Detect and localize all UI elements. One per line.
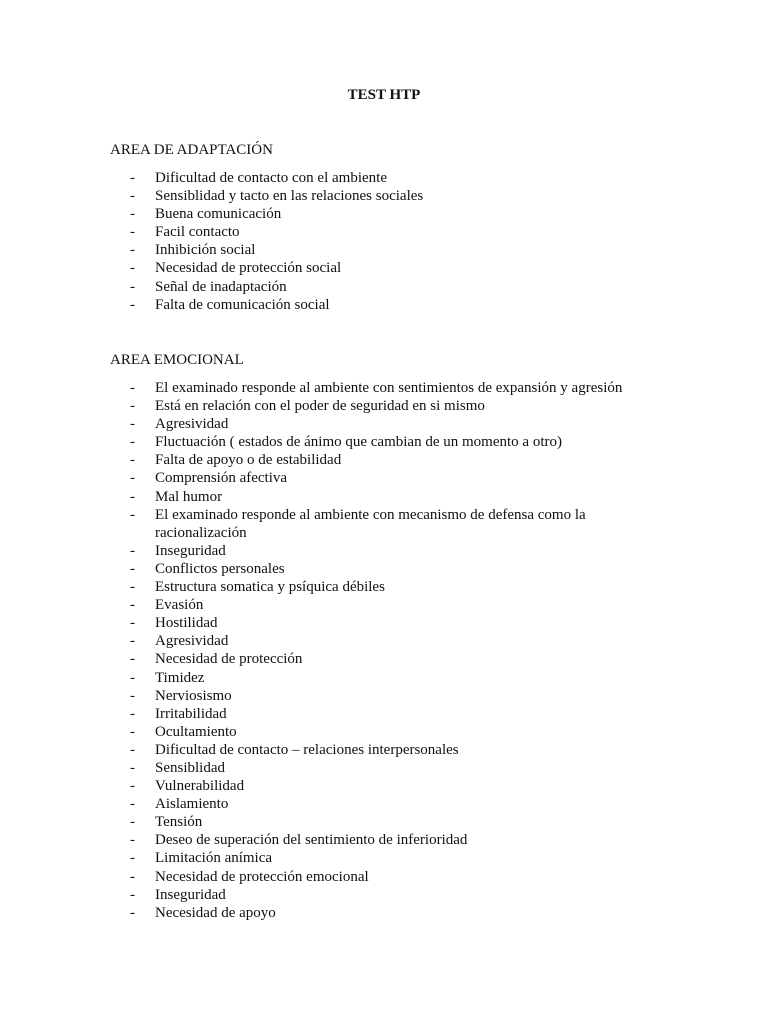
list-item-text: Dificultad de contacto – relaciones interpersonales bbox=[155, 741, 459, 758]
list-item bbox=[0, 813, 768, 831]
list-bullet: - bbox=[130, 416, 135, 433]
list-item bbox=[0, 259, 768, 277]
list-item bbox=[0, 296, 768, 314]
list-item-text: Sensiblidad bbox=[155, 759, 225, 776]
list-bullet: - bbox=[130, 278, 135, 295]
list-item-text: Irritabilidad bbox=[155, 705, 227, 722]
list-item-text: Mal humor bbox=[155, 488, 223, 505]
list-item bbox=[0, 542, 768, 560]
list-item bbox=[0, 397, 768, 415]
list-item-text: Falta de apoyo o de estabilidad bbox=[155, 452, 342, 469]
list-bullet: - bbox=[130, 850, 135, 867]
section-heading-adaptacion: AREA DE ADAPTACIÓN bbox=[110, 142, 273, 158]
list-item bbox=[0, 795, 768, 813]
list-item-text: El examinado responde al ambiente con mecanismo de defensa como la racionalización bbox=[155, 506, 586, 541]
list-item bbox=[0, 488, 768, 506]
list-bullet: - bbox=[130, 741, 135, 758]
list-bullet: - bbox=[130, 904, 135, 921]
list-item bbox=[0, 278, 768, 296]
list-bullet: - bbox=[130, 687, 135, 704]
list-item-text: Conflictos personales bbox=[155, 560, 285, 577]
list-item bbox=[0, 469, 768, 487]
list-bullet: - bbox=[130, 170, 135, 186]
list-item bbox=[0, 614, 768, 632]
list-bullet: - bbox=[130, 296, 135, 313]
list-item-text: Fluctuación ( estados de ánimo que cambian de un momento a otro) bbox=[155, 434, 562, 451]
list-item-text: Necesidad de apoyo bbox=[155, 904, 276, 921]
list-item bbox=[0, 705, 768, 723]
list-item bbox=[0, 205, 768, 223]
list-item bbox=[0, 169, 768, 187]
list-item bbox=[0, 687, 768, 705]
list-item bbox=[0, 777, 768, 795]
item-list-emocional bbox=[0, 379, 768, 922]
list-item-text: Evasión bbox=[155, 597, 204, 614]
list-item-text: Tensión bbox=[155, 814, 203, 831]
list-item-text: Estructura somatica y psíquica débiles bbox=[155, 579, 385, 596]
list-item-text: Inseguridad bbox=[155, 542, 226, 559]
list-bullet: - bbox=[130, 868, 135, 885]
list-item bbox=[0, 831, 768, 849]
list-bullet: - bbox=[130, 506, 135, 523]
list-item-text: Está en relación con el poder de seguridad en si mismo bbox=[155, 398, 485, 415]
list-bullet: - bbox=[130, 206, 135, 223]
list-item-text: Hostilidad bbox=[155, 615, 218, 632]
list-item-text: Sensiblidad y tacto en las relaciones sociales bbox=[155, 188, 424, 205]
list-bullet: - bbox=[130, 832, 135, 849]
list-item bbox=[0, 723, 768, 741]
list-bullet: - bbox=[130, 886, 135, 903]
list-bullet: - bbox=[130, 488, 135, 505]
list-bullet: - bbox=[130, 452, 135, 469]
list-bullet: - bbox=[130, 380, 135, 396]
list-item-text: Necesidad de protección bbox=[155, 651, 303, 668]
list-item bbox=[0, 433, 768, 451]
list-item-text: Inhibición social bbox=[155, 242, 256, 259]
list-item bbox=[0, 451, 768, 469]
list-item bbox=[0, 886, 768, 904]
list-bullet: - bbox=[130, 242, 135, 259]
list-bullet: - bbox=[130, 224, 135, 241]
list-item bbox=[0, 650, 768, 668]
list-item bbox=[0, 868, 768, 886]
list-item-text: Aislamiento bbox=[155, 796, 229, 813]
list-bullet: - bbox=[130, 434, 135, 451]
list-bullet: - bbox=[130, 560, 135, 577]
list-item-text: Necesidad de protección social bbox=[155, 260, 342, 277]
list-bullet: - bbox=[130, 814, 135, 831]
list-item-text: Agresividad bbox=[155, 416, 229, 433]
list-item-text: Señal de inadaptación bbox=[155, 278, 287, 295]
list-item bbox=[0, 578, 768, 596]
list-item-text: Inseguridad bbox=[155, 886, 226, 903]
list-bullet: - bbox=[130, 723, 135, 740]
list-item bbox=[0, 415, 768, 433]
list-bullet: - bbox=[130, 398, 135, 415]
list-item-text: El examinado responde al ambiente con sentimientos de expansión y agresión bbox=[155, 380, 623, 396]
list-item-text: Dificultad de contacto con el ambiente bbox=[155, 170, 387, 186]
list-bullet: - bbox=[130, 188, 135, 205]
list-item-text: Vulnerabilidad bbox=[155, 778, 245, 795]
list-bullet: - bbox=[130, 470, 135, 487]
list-item bbox=[0, 596, 768, 614]
list-item-text: Agresividad bbox=[155, 633, 229, 650]
list-item-text: Nerviosismo bbox=[155, 687, 232, 704]
list-bullet: - bbox=[130, 759, 135, 776]
list-item bbox=[0, 379, 768, 397]
section-heading-emocional: AREA EMOCIONAL bbox=[110, 352, 244, 368]
list-item-text: Facil contacto bbox=[155, 224, 240, 241]
list-bullet: - bbox=[130, 615, 135, 632]
page-title: TEST HTP bbox=[347, 87, 421, 103]
list-item bbox=[0, 187, 768, 205]
list-item-text: Comprensión afectiva bbox=[155, 470, 288, 487]
list-bullet: - bbox=[130, 796, 135, 813]
list-bullet: - bbox=[130, 597, 135, 614]
list-item bbox=[0, 241, 768, 259]
list-item bbox=[0, 632, 768, 650]
list-item-text: Ocultamiento bbox=[155, 723, 237, 740]
list-bullet: - bbox=[130, 651, 135, 668]
list-item bbox=[0, 849, 768, 867]
list-item-text: Limitación anímica bbox=[155, 850, 273, 867]
list-bullet: - bbox=[130, 260, 135, 277]
list-bullet: - bbox=[130, 633, 135, 650]
list-item bbox=[0, 560, 768, 578]
list-item-text: Buena comunicación bbox=[155, 206, 282, 223]
list-item bbox=[0, 506, 768, 542]
item-list-adaptacion bbox=[0, 169, 768, 314]
list-bullet: - bbox=[130, 579, 135, 596]
list-bullet: - bbox=[130, 705, 135, 722]
list-item bbox=[0, 741, 768, 759]
list-bullet: - bbox=[130, 542, 135, 559]
list-item bbox=[0, 759, 768, 777]
list-item bbox=[0, 223, 768, 241]
list-item-text: Deseo de superación del sentimiento de inferioridad bbox=[155, 832, 468, 849]
list-item-text: Timidez bbox=[155, 669, 205, 686]
list-bullet: - bbox=[130, 669, 135, 686]
list-bullet: - bbox=[130, 778, 135, 795]
list-item-text: Falta de comunicación social bbox=[155, 296, 330, 313]
list-item bbox=[0, 669, 768, 687]
list-item bbox=[0, 904, 768, 922]
list-item-text: Necesidad de protección emocional bbox=[155, 868, 369, 885]
